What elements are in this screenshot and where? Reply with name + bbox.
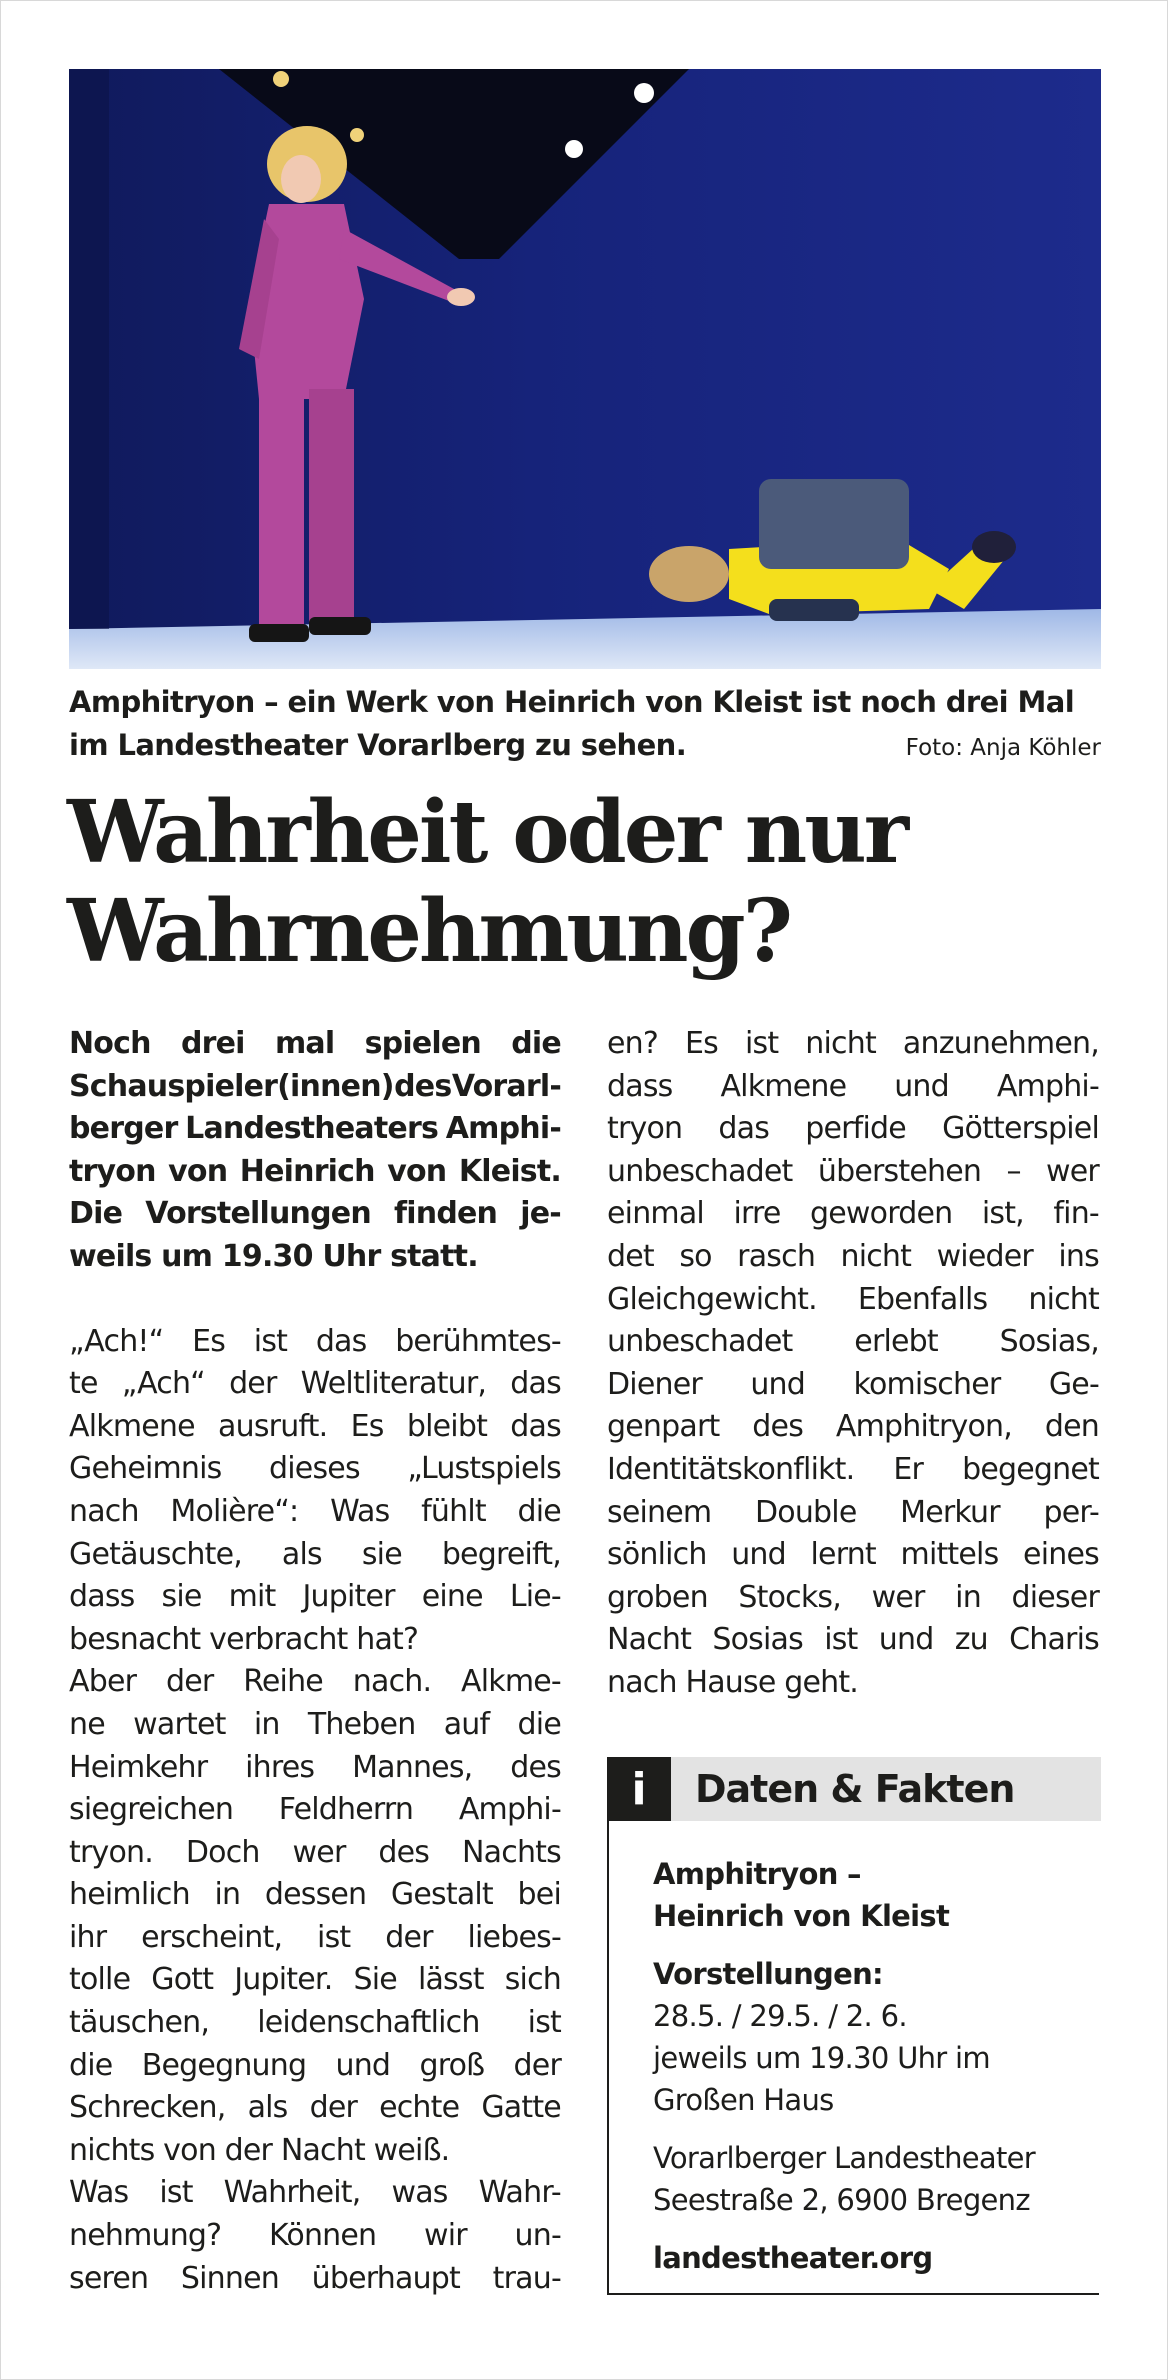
word: die <box>517 1706 561 1742</box>
word: Was <box>69 2175 129 2211</box>
word: überstehen <box>817 1153 982 1189</box>
word: je- <box>520 1196 561 1232</box>
word: was <box>391 2175 448 2211</box>
text-line <box>607 1279 1099 1322</box>
word: Vorstellungen <box>145 1196 371 1232</box>
text-line <box>69 1066 561 1109</box>
word: Die <box>69 1196 123 1232</box>
word: die <box>69 2047 113 2083</box>
word: in <box>955 1579 981 1615</box>
word: Sosias <box>712 1622 803 1658</box>
word: Aber <box>69 1664 137 1700</box>
word: und <box>731 1537 786 1573</box>
word: Es <box>684 1026 718 1061</box>
word: und <box>335 2047 391 2083</box>
word: einmal <box>607 1196 704 1232</box>
word: Amphi- <box>996 1068 1099 1104</box>
text-line <box>69 2172 561 2215</box>
word: und <box>750 1366 806 1402</box>
word: Schauspieler(innen) <box>69 1068 394 1104</box>
word: dieser <box>1011 1579 1099 1615</box>
info-venue-name: Vorarlberger Landestheater <box>653 2141 1036 2175</box>
word: dessen <box>264 1877 367 1913</box>
word: erlebt <box>854 1324 938 1360</box>
word: Nacht <box>607 1622 692 1658</box>
word: das <box>315 1323 367 1359</box>
stage-photo-icon <box>69 69 1101 669</box>
word: trau- <box>492 2260 561 2296</box>
word: – <box>1006 1153 1021 1189</box>
photo-caption <box>69 681 1101 770</box>
word: täuschen, <box>69 2005 210 2041</box>
word: tolle <box>69 1962 131 1998</box>
word: wir <box>423 2218 467 2254</box>
word: finden <box>394 1196 498 1232</box>
word: Molière“: <box>170 1493 299 1529</box>
info-work-title: Amphitryon – <box>653 1857 861 1891</box>
word: ist <box>253 1323 288 1359</box>
info-box <box>607 1757 1099 2295</box>
text-line <box>69 1363 561 1406</box>
text-line <box>607 1023 1099 1066</box>
word: bei <box>517 1877 561 1913</box>
word: nicht <box>1028 1281 1099 1317</box>
word: Kleist. <box>458 1153 561 1189</box>
word: Vorarl- <box>451 1068 561 1104</box>
text-line <box>69 1959 561 2002</box>
article-lead <box>69 1023 561 1279</box>
word: ausruft. <box>218 1408 328 1444</box>
text-line <box>607 1066 1099 1109</box>
word: Ge- <box>1048 1366 1099 1402</box>
word: fin- <box>1053 1196 1099 1232</box>
word: nach. <box>352 1664 432 1700</box>
word: mittels <box>900 1537 999 1573</box>
word: sich <box>504 1962 561 1998</box>
word: wartet <box>133 1706 226 1742</box>
caption-line-1: Amphitryon – ein Werk von Heinrich von Kleist ist noch drei Mal <box>69 685 1075 719</box>
word: Gott <box>151 1962 214 1998</box>
word: ist <box>317 1919 351 1955</box>
word: ihres <box>245 1749 315 1785</box>
text-line <box>607 1619 1099 1662</box>
word: echte <box>379 2090 460 2126</box>
text-line <box>69 1747 561 1790</box>
word: Schrecken, <box>69 2090 226 2126</box>
word: eine <box>421 1579 483 1615</box>
word: Alkmene <box>69 1408 195 1444</box>
word: den <box>1044 1409 1099 1445</box>
word: genpart <box>607 1409 720 1445</box>
word: fühlt <box>421 1493 486 1529</box>
word: wer <box>871 1579 925 1615</box>
word: sie <box>361 1536 402 1572</box>
word: Jupiter <box>302 1579 395 1615</box>
word: das <box>510 1408 561 1444</box>
word: wer <box>292 1834 346 1870</box>
info-box-header <box>607 1757 1101 1821</box>
word: Jupiter. <box>234 1962 333 1998</box>
word: Amphi- <box>458 1792 561 1828</box>
paragraph-3 <box>69 2172 561 2300</box>
word: Ebenfalls <box>857 1281 988 1317</box>
info-box-title: Daten & Fakten <box>695 1767 1015 1811</box>
word: nehmung? <box>69 2218 222 2254</box>
text-line <box>607 1492 1099 1535</box>
word: perfide <box>805 1111 906 1147</box>
word: groben <box>607 1579 708 1615</box>
word: siegreichen <box>69 1792 234 1828</box>
word: tryon <box>69 1153 156 1189</box>
stage-photo <box>69 69 1101 669</box>
word: die <box>511 1026 561 1061</box>
text-line <box>607 1449 1099 1492</box>
word: Noch <box>69 1026 151 1061</box>
word: lernt <box>810 1537 876 1573</box>
info-venue-address: Seestraße 2, 6900 Bregenz <box>653 2183 1030 2217</box>
text-line <box>69 1406 561 1449</box>
info-icon: i <box>607 1757 671 1821</box>
word: seinem <box>607 1494 712 1530</box>
text-line <box>69 1151 561 1194</box>
word: Amphi- <box>445 1111 561 1147</box>
text-line <box>69 2045 561 2088</box>
word: der <box>385 1919 433 1955</box>
word: von <box>387 1153 447 1189</box>
word: Doch <box>185 1834 260 1870</box>
word: mal <box>274 1026 335 1061</box>
word: ist <box>824 1622 858 1658</box>
text-line <box>607 1321 1099 1364</box>
word: berühmtes- <box>395 1323 561 1359</box>
word: unbeschadet <box>607 1324 793 1360</box>
word: in <box>253 1706 280 1742</box>
paragraph-3-continued <box>607 1023 1099 1705</box>
word: sie <box>161 1579 202 1615</box>
text-line <box>607 1577 1099 1620</box>
word: Gatte <box>481 2090 561 2126</box>
word: ihr <box>69 1919 107 1955</box>
word: unbeschadet <box>607 1153 793 1189</box>
word: zu <box>954 1622 988 1658</box>
word: Lie- <box>509 1579 561 1615</box>
text-line: weils um 19.30 Uhr statt. <box>69 1238 478 1274</box>
info-website-link[interactable]: landestheater.org <box>653 2241 933 2275</box>
word: Mannes, <box>352 1749 473 1785</box>
word: nicht <box>840 1238 912 1274</box>
text-line <box>69 2215 561 2258</box>
text-line <box>607 1193 1099 1236</box>
word: der <box>165 1664 214 1700</box>
word: nicht <box>805 1026 876 1061</box>
word: Diener <box>607 1366 702 1402</box>
word: Es <box>192 1323 226 1359</box>
word: und <box>878 1622 934 1658</box>
word: das <box>718 1111 770 1147</box>
word: des <box>378 1834 430 1870</box>
headline-line-2: Wahrnehmung? <box>67 881 791 982</box>
word: als <box>281 1536 322 1572</box>
word: heimlich <box>69 1877 190 1913</box>
text-line <box>69 1491 561 1534</box>
text-line <box>607 1406 1099 1449</box>
word: erscheint, <box>141 1919 283 1955</box>
word: Gestalt <box>390 1877 493 1913</box>
word: dieses <box>269 1451 360 1487</box>
word: det <box>607 1238 654 1274</box>
word: te <box>69 1366 98 1402</box>
word: lässt <box>417 1962 484 1998</box>
word: wer <box>1046 1153 1099 1189</box>
word: sönlich <box>607 1537 707 1573</box>
word: per- <box>1043 1494 1099 1530</box>
text-line: nach Hause geht. <box>607 1664 859 1700</box>
word: ist <box>744 1026 779 1061</box>
word: in <box>214 1877 241 1913</box>
info-performances-label: Vorstellungen: <box>653 1957 883 1991</box>
word: Sinnen <box>180 2260 279 2296</box>
word: nach <box>69 1493 139 1529</box>
word: Charis <box>1009 1622 1099 1658</box>
word: Wahr- <box>478 2175 561 2211</box>
word: seren <box>69 2260 149 2296</box>
text-line <box>69 2258 561 2301</box>
text-line <box>69 1874 561 1917</box>
text-line <box>69 1193 561 1236</box>
text-line <box>69 1448 561 1491</box>
word: eines <box>1023 1537 1099 1573</box>
text-line <box>607 1108 1099 1151</box>
word: Begegnung <box>141 2047 307 2083</box>
word: als <box>247 2090 288 2126</box>
text-line <box>69 1832 561 1875</box>
paragraph-2 <box>69 1661 561 2172</box>
text-line <box>607 1364 1099 1407</box>
info-performance-time: jeweils um 19.30 Uhr im <box>653 2041 990 2075</box>
text-line <box>69 1704 561 1747</box>
word: und <box>894 1068 949 1104</box>
word: Alkme- <box>461 1664 561 1700</box>
word: überhaupt <box>311 2260 460 2296</box>
word: Sie <box>353 1962 397 1998</box>
word: Es <box>350 1408 384 1444</box>
word: „Ach“ <box>121 1366 205 1402</box>
right-column <box>607 1023 1099 1705</box>
text-line <box>69 1789 561 1832</box>
word: wieder <box>936 1238 1033 1274</box>
text-line <box>607 1236 1099 1279</box>
word: ist <box>527 2005 561 2041</box>
word: „Ach!“ <box>69 1323 164 1359</box>
word: ins <box>1058 1238 1099 1274</box>
photo-credit: Foto: Anja Köhler <box>905 735 1101 761</box>
word: mit <box>228 1579 276 1615</box>
word: drei <box>180 1026 245 1061</box>
word: Identitätskonflikt. <box>607 1451 855 1487</box>
text-line <box>69 1321 561 1364</box>
word: Sosias, <box>999 1324 1099 1360</box>
text-line <box>69 1534 561 1577</box>
word: der <box>229 1366 277 1402</box>
word: „Lustspiels <box>407 1451 561 1487</box>
word: Gleichgewicht. <box>607 1281 817 1317</box>
word: Was <box>330 1493 390 1529</box>
word: tryon. <box>69 1834 153 1870</box>
word: Reihe <box>243 1664 323 1700</box>
text-line <box>69 1108 561 1151</box>
text-line <box>607 1151 1099 1194</box>
word: berger <box>69 1111 178 1147</box>
text-line <box>69 1576 561 1619</box>
word: irre <box>733 1196 781 1232</box>
word: so <box>679 1238 712 1274</box>
word: komischer <box>853 1366 1001 1402</box>
word: dass <box>69 1579 135 1615</box>
word: Getäuschte, <box>69 1536 242 1572</box>
word: Geheimnis <box>69 1451 222 1487</box>
word: en? <box>607 1026 658 1061</box>
word: Heimkehr <box>69 1749 208 1785</box>
word: ist <box>159 2175 193 2211</box>
word: Stocks, <box>738 1579 841 1615</box>
text-line <box>607 1534 1099 1577</box>
word: liebes- <box>467 1919 561 1955</box>
word: der <box>513 2047 561 2083</box>
headline-line-1: Wahrheit oder nur <box>67 782 907 883</box>
word: des <box>510 1749 561 1785</box>
word: tryon <box>607 1111 683 1147</box>
word: ne <box>69 1706 105 1742</box>
word: ist, <box>981 1196 1024 1232</box>
info-performance-dates: 28.5. / 29.5. / 2. 6. <box>653 1999 907 2033</box>
text-line <box>69 1023 561 1066</box>
word: Feldherrn <box>278 1792 414 1828</box>
left-column <box>69 1023 561 2300</box>
word: Theben <box>307 1706 416 1742</box>
word: Alkmene <box>720 1068 847 1104</box>
text-line <box>69 1917 561 1960</box>
word: das <box>510 1366 561 1402</box>
word: Weltliteratur, <box>300 1366 487 1402</box>
word: des <box>752 1409 804 1445</box>
word: der <box>309 2090 358 2126</box>
word: geworden <box>810 1196 953 1232</box>
word: rasch <box>737 1238 816 1274</box>
text-line <box>69 2087 561 2130</box>
word: Er <box>893 1451 924 1487</box>
text-line <box>69 2002 561 2045</box>
word: Können <box>269 2218 377 2254</box>
word: Heinrich <box>239 1153 375 1189</box>
text-line: nichts von der Nacht weiß. <box>69 2132 450 2168</box>
word: auf <box>443 1706 490 1742</box>
word: spielen <box>364 1026 481 1061</box>
word: Wahrheit, <box>223 2175 361 2211</box>
word: anzunehmen, <box>902 1026 1099 1061</box>
word: Merkur <box>900 1494 1000 1530</box>
info-box-body <box>653 1853 1093 2279</box>
caption-line-2: im Landestheater Vorarlberg zu sehen. <box>69 728 687 762</box>
article-headline <box>67 783 1107 981</box>
info-work-author: Heinrich von Kleist <box>653 1899 950 1933</box>
word: leidenschaftlich <box>257 2005 480 2041</box>
word: Landestheaters <box>185 1111 438 1147</box>
text-line: besnacht verbracht hat? <box>69 1621 419 1657</box>
word: bleibt <box>406 1408 488 1444</box>
word: die <box>517 1493 561 1529</box>
word: dass <box>607 1068 673 1104</box>
word: Double <box>754 1494 857 1530</box>
info-performance-venue-hall: Großen Haus <box>653 2083 834 2117</box>
word: begreift, <box>441 1536 561 1572</box>
word: Nachts <box>462 1834 561 1870</box>
word: des <box>394 1068 452 1104</box>
word: groß <box>419 2047 485 2083</box>
word: Götterspiel <box>942 1111 1099 1147</box>
word: von <box>168 1153 228 1189</box>
paragraph-1 <box>69 1321 561 1662</box>
word: begegnet <box>962 1451 1099 1487</box>
text-line <box>69 1661 561 1704</box>
word: un- <box>514 2218 561 2254</box>
word: Amphitryon, <box>835 1409 1012 1445</box>
